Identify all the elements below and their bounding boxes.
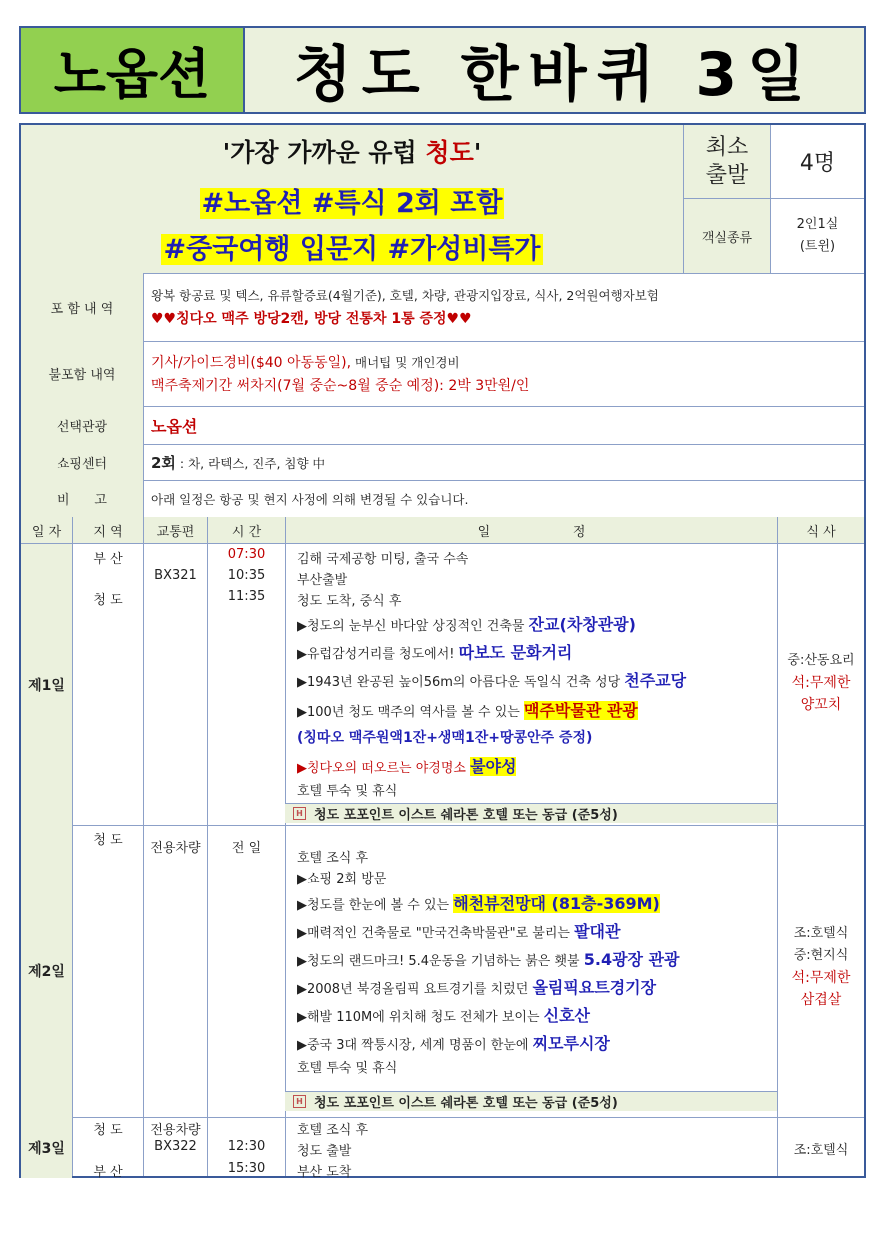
header-schedule: 일 정 [286, 517, 777, 544]
excludes-surcharge: 맥주축제기간 써차지(7월 중순~8월 중순 예정): 2박 3만원/인 [151, 378, 530, 394]
hotel-icon: H [293, 807, 306, 820]
header-meals: 식 사 [778, 517, 864, 544]
note-label: 비 고 [21, 480, 144, 517]
promo-section [21, 125, 864, 274]
excludes-guide-fee: 기사/가이드경비($40 아동동일), [151, 355, 352, 371]
tour-sheet [19, 123, 866, 1178]
day1-flight: BX321 [154, 568, 197, 583]
includes-row [21, 273, 864, 342]
day3-flight: BX322 [154, 1139, 197, 1154]
note-value: 아래 일정은 항공 및 현지 사정에 의해 변경될 수 있습니다. [151, 491, 469, 507]
header-date: 일 자 [21, 517, 72, 544]
itinerary-table [21, 517, 864, 1180]
option-label: 선택관광 [21, 406, 144, 444]
min-departure-label: 최소 출발 [684, 125, 771, 199]
promo-headline: '가장 가까운 유럽 청도' [222, 138, 482, 167]
excludes-row: 불포함 내역 기사/가이드경비($40 아동동일), 매너팁 및 개인경비 맥주축제기간 써차지(7월 중순~8월 중순 예정): 2박 3만원/인 [21, 341, 864, 407]
promo-text [21, 125, 684, 273]
tour-title: 청도 한바퀴 3일 [293, 40, 816, 110]
note-row [21, 480, 864, 518]
min-departure-value: 4명 [771, 125, 864, 199]
option-value: 노옵션 [151, 416, 198, 436]
promo-hashtags-1: #노옵션 #특식 2회 포함 [201, 188, 503, 219]
shopping-row: 쇼핑센터 2회 : 차, 라텍스, 진주, 침향 中 [21, 444, 864, 481]
room-type-label: 객실종류 [684, 199, 771, 273]
hotel-icon: H [293, 1095, 306, 1108]
day3-label: 제3일 [21, 1117, 72, 1178]
day3-row: 제3일 청 도 부 산 전용차량 BX322 12:30 15:30 호텔 조식 후 청도 출발 부산 도착 조:호텔식 [21, 1117, 864, 1178]
shopping-items: : 차, 라텍스, 진주, 침향 中 [175, 455, 326, 471]
header-time: 시 간 [208, 517, 285, 544]
day1-depart-time: 07:30 [227, 547, 266, 562]
includes-text: 왕복 항공료 및 텍스, 유류할증료(4월기준), 호텔, 차량, 관광지입장료, 식사, 2억원여행자보험 [151, 288, 659, 303]
day2-meals: 조:호텔식 중:현지식 석:무제한 삼겹살 [791, 926, 851, 1008]
day3-meals: 조:호텔식 [793, 1143, 849, 1158]
day1-label: 제1일 [21, 544, 72, 825]
includes-label: 포 함 내 역 [21, 273, 144, 341]
day1-hotel: H 청도 포포인트 이스트 쉐라톤 호텔 또는 동급 (준5성) [285, 803, 777, 823]
day1-row: 제1일 부 산 청 도 BX321 07:30 10:35 11:35 김해 국제공항 미팅, 출국 수속 부산출발 청도 도착, 중식 후 ▶청도의 눈부신 바다앞 상징적인 건축물 잔교(차창관광) ▶유럽감성거리를 청도에서! 따보도 문화거리 ▶1943년 완공된 높이56m의 아름다운 독일식 건축 성당 천주교당 ▶100년 청도 맥주의 역사를 볼 수 있는 맥주박물관 관광 (칭따오 맥주원액1잔+생맥1잔+땅콩안주 증정) ▶칭다오의 떠오르는 야경명소 불야성 호텔 투숙 및 휴식 H 청도 포포인트 이스트 쉐라톤 호텔 또는 동급 (준5성) 중:산동요리 석:무제한 양꼬치 [21, 544, 864, 826]
title-banner [19, 26, 866, 114]
shopping-label: 쇼핑센터 [21, 444, 144, 480]
option-row [21, 406, 864, 445]
day2-row: 제2일 청 도 전용차량 전 일 호텔 조식 후 ▶쇼핑 2회 방문 ▶청도를 한눈에 볼 수 있는 해천뷰전망대 (81층-369M) ▶매력적인 건축물로 "만국건축박물관"로 불리는 팔대관 ▶청도의 랜드마크! 5.4운동을 기념하는 붉은 횃불 5.4광장 관광 ▶2008년 북경올림픽 요트경기를 치렀던 올림픽요트경기장 ▶해발 110M에 위치해 청도 전체가 보이는 신호산 ▶중국 3대 짝퉁시장, 세계 명품이 한눈에 찌모루시장 호텔 투숙 및 휴식 H 청도 포포인트 이스트 쉐라톤 호텔 또는 동급 (준5성) 조:호텔식 중:현지식 석:무제한 삼겹살 [21, 825, 864, 1118]
excludes-label: 불포함 내역 [21, 341, 144, 406]
day1-meals: 중:산동요리 석:무제한 양꼬치 [787, 653, 855, 713]
no-option-tag: 노옵션 [21, 28, 245, 112]
header-region: 지 역 [73, 517, 143, 544]
day2-hotel: H 청도 포포인트 이스트 쉐라톤 호텔 또는 동급 (준5성) [285, 1091, 777, 1111]
room-type-value: 2인1실 (트윈) [771, 199, 864, 273]
includes-bonus: ♥♥칭다오 맥주 방당2캔, 방당 전통차 1통 증정♥♥ [151, 311, 472, 327]
promo-hashtags-2: #중국여행 입문지 #가성비특가 [163, 234, 541, 265]
day2-label: 제2일 [21, 825, 72, 1117]
header-transport: 교통편 [144, 517, 207, 544]
